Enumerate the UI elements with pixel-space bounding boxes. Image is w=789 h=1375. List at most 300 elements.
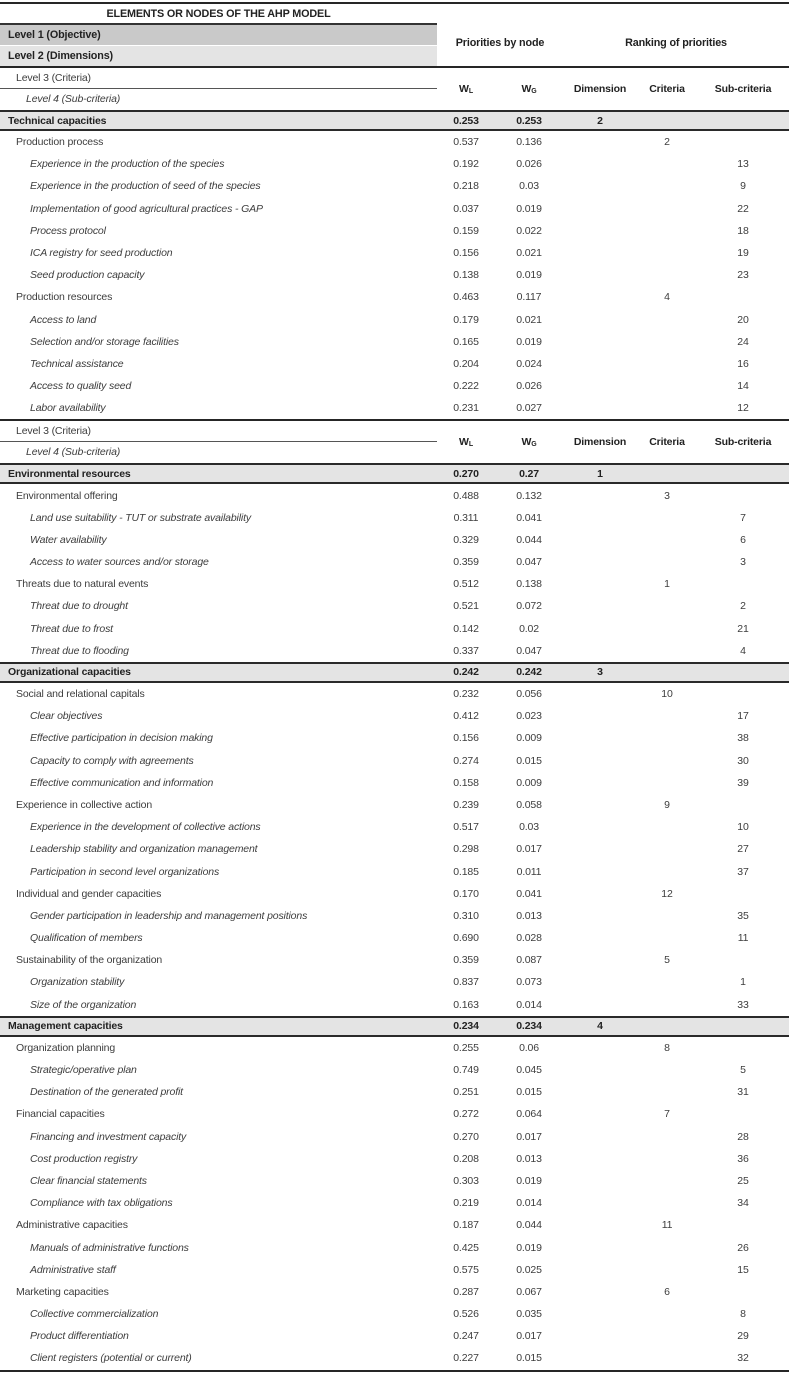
wg-value: 0.022 — [516, 224, 542, 237]
wg-value: 0.064 — [516, 1108, 542, 1121]
table-row — [0, 1103, 789, 1125]
wg-value: 0.058 — [516, 798, 542, 811]
wg-value: 0.06 — [519, 1041, 539, 1054]
criteria-rank: 5 — [664, 954, 670, 967]
row-label: Production process — [16, 136, 104, 149]
level4-label: Level 4 (Sub-criteria) — [26, 93, 121, 105]
wl-value: 0.208 — [453, 1152, 479, 1165]
wg-value: 0.03 — [519, 821, 539, 834]
subcriteria-rank: 5 — [740, 1064, 746, 1077]
wg-value: 0.045 — [516, 1064, 542, 1077]
row-label: Size of the organization — [30, 998, 137, 1011]
subcriteria-rank: 12 — [737, 402, 749, 415]
table-row — [0, 573, 789, 595]
wl-value: 0.179 — [453, 313, 479, 326]
table-row — [0, 1303, 789, 1325]
wg-value: 0.015 — [516, 1086, 542, 1099]
wl-value: 0.517 — [453, 821, 479, 834]
table-row — [0, 949, 789, 971]
wl-value: 0.255 — [453, 1041, 479, 1054]
wg-value: 0.242 — [516, 666, 542, 679]
wl-value: 0.488 — [453, 489, 479, 502]
wl-value: 0.037 — [453, 202, 479, 215]
wl-value: 0.359 — [453, 954, 479, 967]
table-header — [0, 4, 789, 68]
table-row — [0, 927, 789, 949]
criteria-column-header: Criteria — [649, 83, 685, 95]
row-label: Experience in the production of the species — [30, 158, 225, 171]
subcriteria-rank: 26 — [737, 1241, 749, 1254]
row-label: Participation in second level organizations — [30, 865, 220, 878]
wg-value: 0.021 — [516, 247, 542, 260]
row-label: Financial capacities — [16, 1108, 105, 1121]
table-row — [0, 883, 789, 905]
wl-value: 0.521 — [453, 600, 479, 613]
wl-value: 0.359 — [453, 556, 479, 569]
table-row — [0, 662, 789, 683]
wg-value: 0.028 — [516, 932, 542, 945]
wl-value: 0.232 — [453, 688, 479, 701]
wg-column-header: W $_G$ — [521, 83, 537, 95]
wg-value: 0.27 — [519, 467, 539, 480]
row-label: Administrative staff — [30, 1263, 116, 1276]
wl-value: 0.170 — [453, 887, 479, 900]
criteria-rank: 3 — [664, 489, 670, 502]
table-row — [0, 198, 789, 220]
wl-value: 0.253 — [453, 114, 479, 127]
row-label: Production resources — [16, 291, 113, 304]
wl-value: 0.512 — [453, 578, 479, 591]
table-row — [0, 640, 789, 662]
row-label: Technical capacities — [8, 114, 107, 127]
wl-value: 0.537 — [453, 136, 479, 149]
table-row — [0, 994, 789, 1016]
wl-value: 0.303 — [453, 1174, 479, 1187]
table-row — [0, 618, 789, 640]
wg-value: 0.044 — [516, 1219, 542, 1232]
dimension-rank: 4 — [597, 1020, 603, 1033]
subcriteria-rank: 36 — [737, 1152, 749, 1165]
wg-value: 0.011 — [516, 865, 542, 878]
wg-value: 0.014 — [516, 1197, 542, 1210]
row-label: Access to quality seed — [30, 380, 132, 393]
subcriteria-column-header: Sub-criteria — [714, 83, 772, 95]
subcriteria-rank: 27 — [737, 843, 749, 856]
criteria-rank: 2 — [664, 136, 670, 149]
criteria-rank: 11 — [661, 1219, 673, 1232]
table-title: ELEMENTS OR NODES OF THE AHP MODEL — [0, 4, 437, 25]
wg-column-header: W $_G$ — [521, 436, 537, 449]
table-row — [0, 971, 789, 993]
dimension-column-header: Dimension — [573, 436, 627, 449]
row-label: Financing and investment capacity — [30, 1130, 187, 1143]
row-label: Destination of the generated profit — [30, 1086, 183, 1099]
subcriteria-rank: 34 — [737, 1197, 749, 1210]
subcriteria-rank: 8 — [740, 1308, 746, 1321]
row-label: Product differentiation — [30, 1330, 129, 1343]
subcriteria-rank: 28 — [737, 1130, 749, 1143]
row-label: Social and relational capitals — [16, 688, 145, 701]
wl-value: 0.227 — [453, 1352, 479, 1365]
subcriteria-rank: 38 — [737, 732, 749, 745]
subcriteria-rank: 23 — [737, 269, 749, 282]
wl-value: 0.142 — [453, 622, 479, 635]
levels-header — [0, 4, 437, 66]
wg-value: 0.072 — [516, 600, 542, 613]
table-row — [0, 1214, 789, 1236]
wg-value: 0.021 — [516, 313, 542, 326]
subcriteria-rank: 7 — [740, 511, 746, 524]
wg-value: 0.017 — [516, 1330, 542, 1343]
row-label: Clear financial statements — [30, 1174, 147, 1187]
table-row — [0, 727, 789, 749]
wl-value: 0.274 — [453, 754, 479, 767]
wg-value: 0.132 — [516, 489, 542, 502]
subcriteria-rank: 18 — [737, 224, 749, 237]
table-row — [0, 153, 789, 175]
row-label: Seed production capacity — [30, 269, 145, 282]
subcriteria-rank: 14 — [737, 380, 749, 393]
subcriteria-rank: 10 — [737, 821, 749, 834]
subcriteria-rank: 39 — [737, 776, 749, 789]
wl-value: 0.251 — [453, 1086, 479, 1099]
wg-value: 0.138 — [516, 578, 542, 591]
table-row — [0, 131, 789, 153]
wg-value: 0.017 — [516, 1130, 542, 1143]
wl-value: 0.270 — [453, 467, 479, 480]
table-section-2 — [0, 463, 789, 1369]
row-label: Environmental offering — [16, 489, 118, 502]
row-label: Leadership stability and organization management — [30, 843, 258, 856]
row-label: Marketing capacities — [16, 1285, 109, 1298]
table-row — [0, 794, 789, 816]
subcriteria-rank: 9 — [740, 180, 746, 193]
row-label: Threat due to flooding — [30, 644, 129, 657]
row-label: Strategic/operative plan — [30, 1064, 137, 1077]
level3-label: Level 3 (Criteria) — [0, 421, 437, 442]
table-row — [0, 705, 789, 727]
subcriteria-rank: 29 — [737, 1330, 749, 1343]
wl-value: 0.463 — [453, 291, 479, 304]
table-row — [0, 750, 789, 772]
table-row — [0, 860, 789, 882]
wl-value: 0.337 — [453, 644, 479, 657]
criteria-rank: 7 — [664, 1108, 670, 1121]
wl-value: 0.156 — [453, 732, 479, 745]
table-row — [0, 1059, 789, 1081]
wg-value: 0.019 — [516, 335, 542, 348]
table-row — [0, 375, 789, 397]
table-row — [0, 529, 789, 551]
wg-value: 0.025 — [516, 1263, 542, 1276]
wg-value: 0.014 — [516, 998, 542, 1011]
row-label: Gender participation in leadership and management positions — [30, 909, 308, 922]
row-label: Organization planning — [16, 1041, 116, 1054]
wl-value: 0.192 — [453, 158, 479, 171]
wl-value: 0.158 — [453, 776, 479, 789]
wl-value: 0.690 — [453, 932, 479, 945]
subcriteria-rank: 20 — [737, 313, 749, 326]
row-label: Experience in the production of seed of the species — [30, 180, 261, 193]
row-label: Threats due to natural events — [16, 578, 149, 591]
wg-value: 0.041 — [516, 887, 542, 900]
wg-value: 0.017 — [516, 843, 542, 856]
wl-value: 0.218 — [453, 180, 479, 193]
subcriteria-rank: 24 — [737, 335, 749, 348]
row-label: Management capacities — [8, 1020, 123, 1033]
table-row — [0, 463, 789, 484]
criteria-rank: 8 — [664, 1041, 670, 1054]
row-label: Compliance with tax obligations — [30, 1197, 173, 1210]
criteria-rank: 9 — [664, 798, 670, 811]
table-row — [0, 683, 789, 705]
criteria-rank: 6 — [664, 1285, 670, 1298]
wl-column-header: W $_L$ — [459, 436, 473, 449]
wl-value: 0.272 — [453, 1108, 479, 1121]
wl-value: 0.204 — [453, 357, 479, 370]
table-row — [0, 175, 789, 197]
dimension-rank: 2 — [597, 114, 603, 127]
row-label: Experience in collective action — [16, 798, 153, 811]
subcriteria-rank: 16 — [737, 357, 749, 370]
wl-value: 0.298 — [453, 843, 479, 856]
table-row — [0, 1192, 789, 1214]
wl-value: 0.165 — [453, 335, 479, 348]
row-label: Cost production registry — [30, 1152, 138, 1165]
row-label: Effective participation in decision making — [30, 732, 213, 745]
subcriteria-rank: 19 — [737, 247, 749, 260]
wl-value: 0.239 — [453, 798, 479, 811]
wg-value: 0.019 — [516, 1241, 542, 1254]
wl-column-header: W $_L$ — [459, 83, 473, 95]
wl-value: 0.159 — [453, 224, 479, 237]
row-label: Implementation of good agricultural practices - GAP — [30, 202, 263, 215]
wg-value: 0.234 — [516, 1020, 542, 1033]
subcriteria-column-header: Sub-criteria — [714, 436, 772, 449]
wg-value: 0.023 — [516, 710, 542, 723]
table-row — [0, 551, 789, 573]
table-row — [0, 286, 789, 308]
wl-value: 0.749 — [453, 1064, 479, 1077]
wl-value: 0.187 — [453, 1219, 479, 1232]
wg-value: 0.024 — [516, 357, 542, 370]
column-header-block — [0, 419, 789, 463]
wg-value: 0.026 — [516, 158, 542, 171]
wl-value: 0.311 — [453, 511, 479, 524]
dimension-rank: 3 — [597, 666, 603, 679]
wg-value: 0.047 — [516, 556, 542, 569]
row-label: Organizational capacities — [8, 666, 131, 679]
wg-value: 0.044 — [516, 533, 542, 546]
subcriteria-rank: 22 — [737, 202, 749, 215]
criteria-rank: 4 — [664, 291, 670, 304]
row-label: Manuals of administrative functions — [30, 1241, 189, 1254]
wl-value: 0.287 — [453, 1285, 479, 1298]
wg-value: 0.03 — [519, 180, 539, 193]
criteria-rank: 12 — [661, 887, 673, 900]
level3-label: Level 3 (Criteria) — [0, 68, 437, 89]
row-label: Access to land — [30, 313, 97, 326]
dimension-column-header: Dimension — [573, 83, 627, 95]
table-row — [0, 331, 789, 353]
subcriteria-rank: 37 — [737, 865, 749, 878]
subcriteria-rank: 11 — [737, 932, 749, 945]
dimension-rank: 1 — [597, 467, 603, 480]
table-row — [0, 242, 789, 264]
row-label: Process protocol — [30, 224, 106, 237]
subcriteria-rank: 1 — [740, 976, 746, 989]
table-row — [0, 905, 789, 927]
wg-value: 0.019 — [516, 1174, 542, 1187]
wg-value: 0.026 — [516, 380, 542, 393]
wl-value: 0.425 — [453, 1241, 479, 1254]
wg-value: 0.087 — [516, 954, 542, 967]
table-row — [0, 220, 789, 242]
wl-value: 0.837 — [453, 976, 479, 989]
table-row — [0, 1148, 789, 1170]
subcriteria-rank: 15 — [737, 1263, 749, 1276]
wl-value: 0.185 — [453, 865, 479, 878]
table-section-1 — [0, 110, 789, 419]
subcriteria-rank: 25 — [737, 1174, 749, 1187]
wl-value: 0.156 — [453, 247, 479, 260]
row-label: Threat due to frost — [30, 622, 113, 635]
wg-value: 0.019 — [516, 269, 542, 282]
wl-value: 0.575 — [453, 1263, 479, 1276]
wg-value: 0.02 — [519, 622, 539, 635]
wg-value: 0.056 — [516, 688, 542, 701]
wl-value: 0.310 — [453, 909, 479, 922]
ahp-model-table — [0, 2, 789, 1372]
table-row — [0, 484, 789, 506]
table-row — [0, 838, 789, 860]
row-label: Individual and gender capacities — [16, 887, 162, 900]
wg-value: 0.027 — [516, 402, 542, 415]
table-row — [0, 264, 789, 286]
row-label: Sustainability of the organization — [16, 954, 163, 967]
wl-value: 0.412 — [453, 710, 479, 723]
table-row — [0, 772, 789, 794]
wl-value: 0.526 — [453, 1308, 479, 1321]
level2-row: Level 2 (Dimensions) — [0, 46, 437, 66]
subcriteria-rank: 31 — [737, 1086, 749, 1099]
row-label: Access to water sources and/or storage — [30, 556, 209, 569]
wg-value: 0.035 — [516, 1308, 542, 1321]
criteria-rank: 10 — [661, 688, 673, 701]
wg-value: 0.047 — [516, 644, 542, 657]
subcriteria-rank: 21 — [737, 622, 749, 635]
row-label: Selection and/or storage facilities — [30, 335, 179, 348]
subcriteria-rank: 3 — [740, 556, 746, 569]
row-label: Technical assistance — [30, 357, 124, 370]
table-row — [0, 1126, 789, 1148]
ranking-group-header: Ranking of priorities — [625, 37, 727, 49]
wg-value: 0.013 — [516, 1152, 542, 1165]
table-row — [0, 1325, 789, 1347]
group-headers — [437, 4, 789, 66]
wl-value: 0.234 — [453, 1020, 479, 1033]
row-label: Land use suitability - TUT or substrate availability — [30, 511, 251, 524]
wl-value: 0.329 — [453, 533, 479, 546]
table-row — [0, 1016, 789, 1037]
wg-value: 0.073 — [516, 976, 542, 989]
wl-value: 0.163 — [453, 998, 479, 1011]
row-label: Administrative capacities — [16, 1219, 128, 1232]
wl-value: 0.242 — [453, 666, 479, 679]
wg-value: 0.019 — [516, 202, 542, 215]
wg-value: 0.253 — [516, 114, 542, 127]
row-label: Experience in the development of collective actions — [30, 821, 261, 834]
row-label: Qualification of members — [30, 932, 143, 945]
table-row — [0, 1281, 789, 1303]
criteria-rank: 1 — [664, 578, 670, 591]
row-label: Water availability — [30, 533, 107, 546]
level4-label: Level 4 (Sub-criteria) — [26, 446, 121, 459]
level-labels — [0, 68, 437, 110]
subcriteria-rank: 32 — [737, 1352, 749, 1365]
subcriteria-rank: 4 — [740, 644, 746, 657]
priorities-group-header: Priorities by node — [455, 37, 545, 49]
table-row — [0, 397, 789, 419]
wg-value: 0.013 — [516, 909, 542, 922]
wl-value: 0.270 — [453, 1130, 479, 1143]
wg-value: 0.041 — [516, 511, 542, 524]
subcriteria-rank: 35 — [737, 909, 749, 922]
wg-value: 0.015 — [516, 754, 542, 767]
column-header-block — [0, 68, 789, 110]
subcriteria-rank: 6 — [740, 533, 746, 546]
table-row — [0, 1347, 789, 1369]
subcriteria-rank: 2 — [740, 600, 746, 613]
table-row — [0, 507, 789, 529]
level1-row: Level 1 (Objective) — [0, 25, 437, 45]
wl-value: 0.222 — [453, 380, 479, 393]
row-label: Client registers (potential or current) — [30, 1352, 192, 1365]
row-label: Clear objectives — [30, 710, 103, 723]
criteria-column-header: Criteria — [649, 436, 685, 449]
level-labels — [0, 421, 437, 463]
wl-value: 0.231 — [453, 402, 479, 415]
table-row — [0, 1170, 789, 1192]
wl-value: 0.138 — [453, 269, 479, 282]
wg-value: 0.136 — [516, 136, 542, 149]
table-row — [0, 309, 789, 331]
row-label: ICA registry for seed production — [30, 247, 173, 260]
row-label: Labor availability — [30, 402, 106, 415]
wg-value: 0.117 — [516, 291, 542, 304]
subcriteria-rank: 33 — [737, 998, 749, 1011]
table-row — [0, 1259, 789, 1281]
subcriteria-rank: 13 — [737, 158, 749, 171]
wg-value: 0.015 — [516, 1352, 542, 1365]
table-row — [0, 1037, 789, 1059]
row-label: Environmental resources — [8, 467, 131, 480]
row-label: Capacity to comply with agreements — [30, 754, 194, 767]
subcriteria-rank: 17 — [737, 710, 749, 723]
row-label: Effective communication and information — [30, 776, 214, 789]
row-label: Organization stability — [30, 976, 125, 989]
subcriteria-rank: 30 — [737, 754, 749, 767]
wg-value: 0.009 — [516, 776, 542, 789]
table-row — [0, 595, 789, 617]
row-label: Collective commercialization — [30, 1308, 159, 1321]
table-row — [0, 816, 789, 838]
table-row — [0, 110, 789, 131]
wl-value: 0.247 — [453, 1330, 479, 1343]
table-row — [0, 1236, 789, 1258]
wg-value: 0.067 — [516, 1285, 542, 1298]
wg-value: 0.009 — [516, 732, 542, 745]
